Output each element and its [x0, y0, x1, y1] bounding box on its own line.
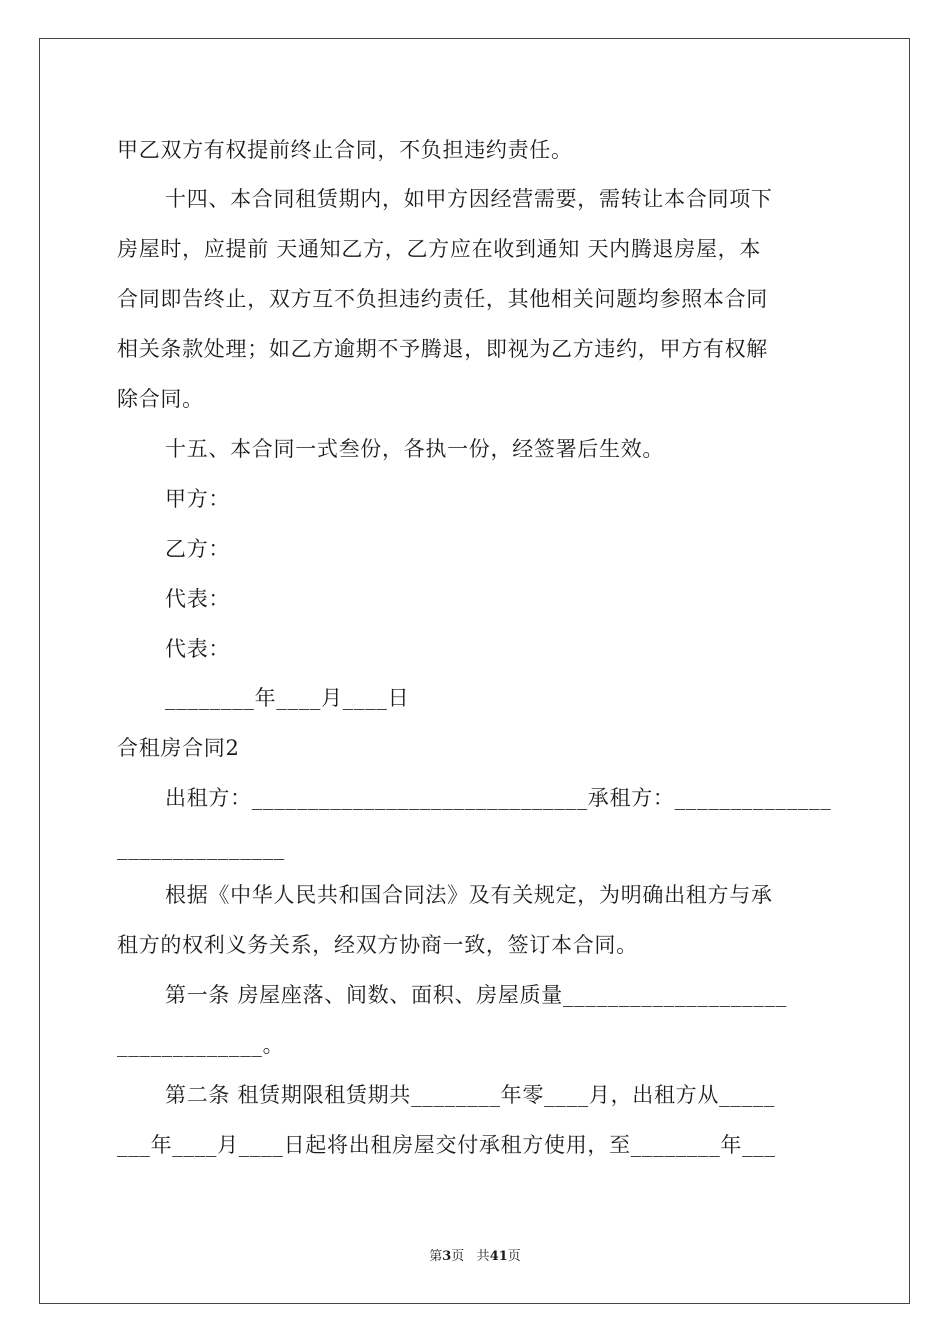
text-line: ___年____月____日起将出租房屋交付承租方使用，至________年___	[117, 1133, 776, 1157]
text-line: _______________	[117, 836, 285, 860]
representative-label: 代表：	[165, 587, 231, 611]
clause-1: 第一条 房屋座落、间数、面积、房屋质量____________________	[165, 983, 787, 1007]
page-prefix: 第	[429, 1249, 443, 1264]
total-prefix: 共	[476, 1249, 490, 1264]
page-footer	[0, 1248, 950, 1266]
text-line: 租方的权利义务关系，经双方协商一致，签订本合同。	[117, 933, 638, 957]
parties-line: 出租方：______________________________承租方：______________	[165, 786, 832, 810]
text-line: 十五、本合同一式叁份，各执一份，经签署后生效。	[165, 437, 665, 461]
text-line: 十四、本合同租赁期内，如甲方因经营需要，需转让本合同项下	[165, 187, 773, 211]
text-line: 房屋时，应提前 天通知乙方，乙方应在收到通知 天内腾退房屋，本	[117, 237, 762, 261]
signature-party-a-label: 甲方：	[165, 487, 231, 511]
page-suffix: 页	[451, 1249, 465, 1264]
total-suffix: 页	[507, 1249, 521, 1264]
text-line: _____________。	[117, 1033, 285, 1057]
section-title: 合租房合同2	[117, 736, 240, 760]
text-line: 相关条款处理；如乙方逾期不予腾退，即视为乙方违约，甲方有权解	[117, 337, 768, 361]
clause-2: 第二条 租赁期限租赁期共________年零____月，出租方从_____	[165, 1083, 776, 1107]
total-pages: 41	[489, 1249, 508, 1264]
text-line: 合同即告终止，双方互不负担违约责任，其他相关问题均参照本合同	[117, 287, 768, 311]
text-line: 甲乙双方有权提前终止合同，不负担违约责任。	[117, 138, 573, 162]
signature-party-b-label: 乙方：	[165, 537, 231, 561]
page-number: 3	[442, 1249, 452, 1264]
representative-label: 代表：	[165, 637, 231, 661]
date-line: ________年____月____日	[165, 686, 410, 710]
text-line: 根据《中华人民共和国合同法》及有关规定，为明确出租方与承	[165, 883, 773, 907]
text-line: 除合同。	[117, 387, 204, 411]
page-border	[39, 38, 910, 1304]
